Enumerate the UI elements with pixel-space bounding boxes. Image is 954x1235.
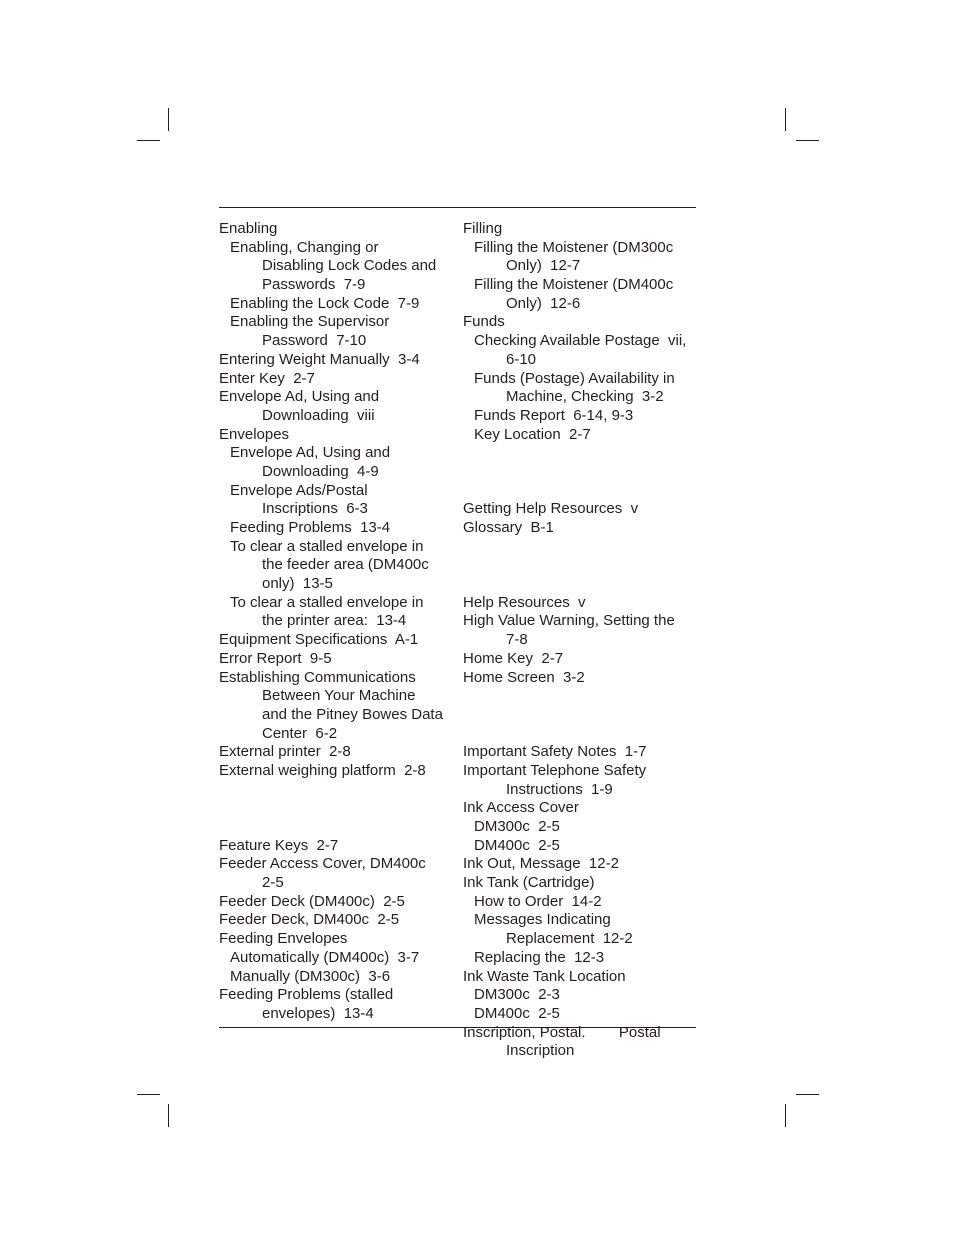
index-entry: Envelope Ad, Using and <box>219 388 380 406</box>
index-entry: and the Pitney Bowes Data <box>262 705 443 723</box>
index-entry: Equipment Specifications A-1 <box>219 631 419 649</box>
index-spacer <box>463 725 698 744</box>
index-entry: DM300c 2-3 <box>474 986 560 1004</box>
crop-mark-top-left-vertical <box>168 108 169 131</box>
index-entry: Key Location 2-7 <box>474 425 591 443</box>
index-entry: Help Resources v <box>463 593 586 611</box>
index-entry: Messages Indicating <box>474 911 611 929</box>
index-entry: Entering Weight Manually 3-4 <box>219 350 420 368</box>
index-entry: Feature Keys 2-7 <box>219 836 339 854</box>
index-entry: DM400c 2-5 <box>474 836 560 854</box>
index-entry: Manually (DM300c) 3-6 <box>230 967 391 985</box>
index-entry: 6-10 <box>506 350 537 368</box>
crop-mark-bottom-right-horizontal <box>796 1094 819 1095</box>
index-spacer <box>463 482 698 501</box>
index-entry: To clear a stalled envelope in <box>230 593 424 611</box>
index-entry: Downloading viii <box>262 406 375 424</box>
index-entry: Establishing Communications <box>219 668 416 686</box>
index-spacer <box>463 706 698 725</box>
index-entry: Enabling the Lock Code 7-9 <box>230 294 420 312</box>
index-entry: Only) 12-6 <box>506 294 581 312</box>
index-entry: Glossary B-1 <box>463 519 554 536</box>
index-entry: Ink Waste Tank Location <box>463 967 626 985</box>
index-entry: Enabling <box>219 220 278 237</box>
index-spacer <box>219 799 454 818</box>
index-spacer <box>463 556 698 575</box>
index-entry: Filling the Moistener (DM400c <box>474 276 674 294</box>
index-entry: Error Report 9-5 <box>219 649 332 667</box>
index-spacer <box>463 444 698 463</box>
index-entry: the printer area: 13-4 <box>262 612 407 630</box>
index-entry: Disabling Lock Codes and <box>262 257 437 275</box>
index-entry: Password 7-10 <box>262 332 367 350</box>
index-entry: Inscriptions 6-3 <box>262 500 368 518</box>
crop-mark-top-right-horizontal <box>796 140 819 141</box>
index-entry: Funds <box>463 313 505 331</box>
index-entry: Feeder Deck, DM400c 2-5 <box>219 911 400 929</box>
index-spacer <box>219 781 454 800</box>
index-entry: Important Safety Notes 1-7 <box>463 743 647 761</box>
index-entry: only) 13-5 <box>262 575 333 593</box>
index-entry: To clear a stalled envelope in <box>230 537 424 555</box>
index-entry: Filling the Moistener (DM300c <box>474 238 674 256</box>
top-rule <box>219 207 696 208</box>
index-entry: Home Key 2-7 <box>463 649 564 667</box>
index-entry: Enter Key 2-7 <box>219 369 315 387</box>
index-entry: Enabling the Supervisor <box>230 313 390 331</box>
index-spacer <box>463 687 698 706</box>
index-entry: Feeder Access Cover, DM400c <box>219 855 426 873</box>
index-entry: Inscription <box>506 1042 575 1060</box>
index-entry: Feeding Envelopes <box>219 930 348 948</box>
index-entry: Feeding Problems (stalled <box>219 986 394 1004</box>
index-entry: Center 6-2 <box>262 724 338 742</box>
index-entry: Machine, Checking 3-2 <box>506 388 664 406</box>
index-entry: Replacing the 12-3 <box>474 948 605 966</box>
crop-mark-bottom-right-vertical <box>785 1104 786 1127</box>
index-entry: Ink Tank (Cartridge) <box>463 874 595 892</box>
index-entry: External weighing platform 2-8 <box>219 761 426 779</box>
index-entry: How to Order 14-2 <box>474 892 602 910</box>
index-entry: Funds Report 6-14, 9-3 <box>474 406 634 424</box>
index-entry: Home Screen 3-2 <box>463 668 585 686</box>
index-entry: Important Telephone Safety <box>463 761 647 779</box>
index-entry: Filling <box>463 220 503 237</box>
index-column-left <box>219 220 454 1024</box>
crop-mark-bottom-left-horizontal <box>137 1094 160 1095</box>
index-entry: 7-8 <box>506 631 528 649</box>
index-entry: Downloading 4-9 <box>262 462 379 480</box>
index-spacer <box>463 463 698 482</box>
index-entry: DM400c 2-5 <box>474 1004 560 1022</box>
index-entry: DM300c 2-5 <box>474 818 560 835</box>
crop-mark-bottom-left-vertical <box>168 1104 169 1127</box>
index-entry: 2-5 <box>262 874 284 892</box>
index-entry: the feeder area (DM400c <box>262 556 429 574</box>
index-entry: External printer 2-8 <box>219 743 351 761</box>
index-entry: Ink Access Cover <box>463 799 579 817</box>
index-entry: Checking Available Postage vii, <box>474 332 687 350</box>
index-entry: Automatically (DM400c) 3-7 <box>230 948 420 966</box>
index-spacer <box>463 538 698 557</box>
index-entry: Envelope Ads/Postal <box>230 481 368 499</box>
crop-mark-top-left-horizontal <box>137 140 160 141</box>
index-entry: Envelopes <box>219 425 290 443</box>
index-entry: Instructions 1-9 <box>506 780 613 798</box>
index-entry: Ink Out, Message 12-2 <box>463 855 619 873</box>
index-entry: Passwords 7-9 <box>262 276 366 294</box>
index-entry: High Value Warning, Setting the <box>463 612 675 630</box>
index-entry: Feeder Deck (DM400c) 2-5 <box>219 892 405 910</box>
index-entry: Inscription, Postal. Postal <box>463 1023 661 1041</box>
index-entry: Only) 12-7 <box>506 257 581 275</box>
index-entry: Enabling, Changing or <box>230 238 379 256</box>
index-entry: Getting Help Resources v <box>463 500 639 518</box>
index-entry: Envelope Ad, Using and <box>230 444 391 462</box>
index-spacer <box>219 818 454 837</box>
index-spacer <box>463 575 698 594</box>
index-entry: Between Your Machine <box>262 687 416 705</box>
index-entry: Funds (Postage) Availability in <box>474 369 675 387</box>
index-entry: Replacement 12-2 <box>506 930 633 948</box>
index-column-right <box>463 220 698 1061</box>
crop-mark-top-right-vertical <box>785 108 786 131</box>
index-entry: Feeding Problems 13-4 <box>230 519 391 536</box>
index-entry: envelopes) 13-4 <box>262 1004 374 1022</box>
